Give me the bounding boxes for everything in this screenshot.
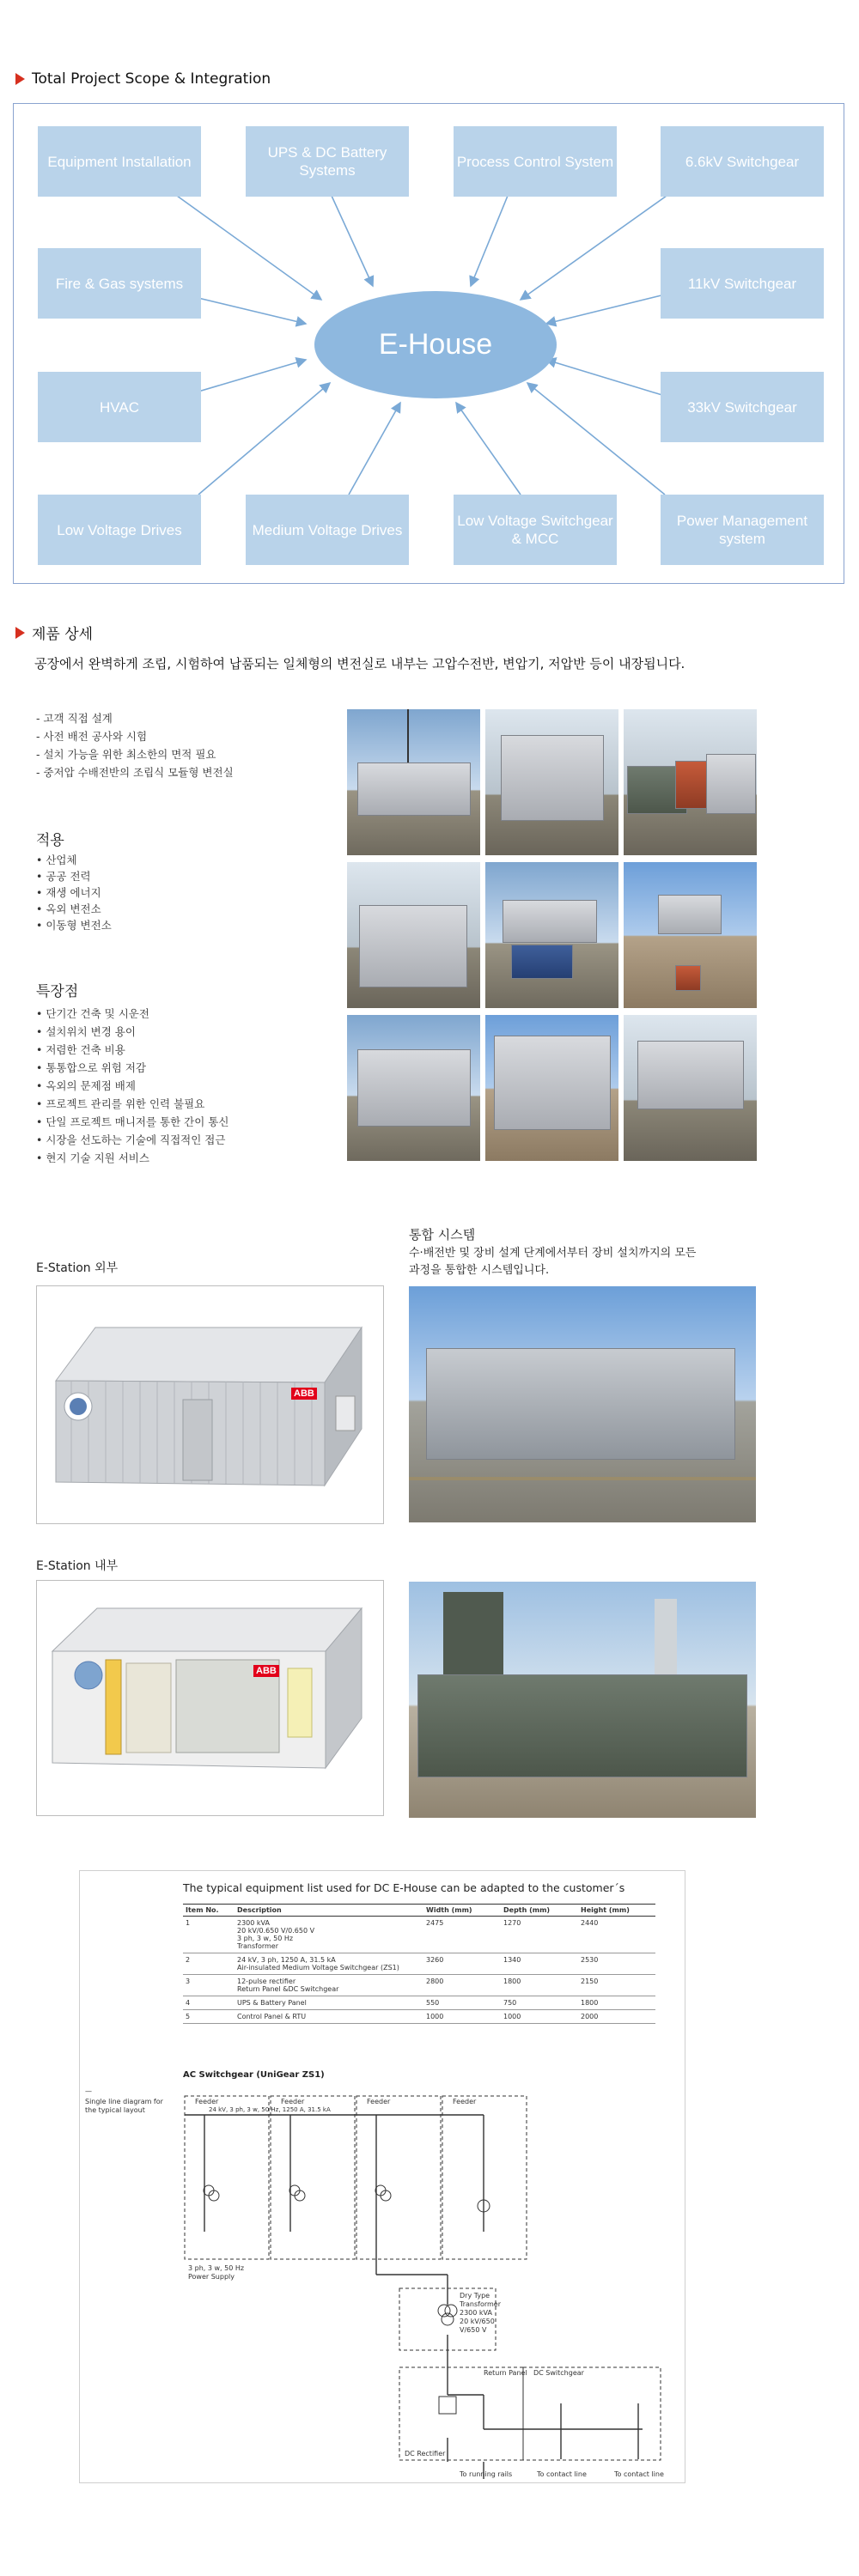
arrow-process (471, 196, 508, 286)
equipment-document (79, 1870, 685, 2483)
photo-transport-truck (485, 862, 618, 1008)
table-row: 5 Control Panel & RTU 1000 1000 2000 (183, 2010, 655, 2024)
to-running-rails: To running rails (460, 2470, 513, 2478)
arrow-ups (332, 196, 373, 286)
exterior-container-drawing (37, 1286, 383, 1523)
integrated-title: 통합 시스템 (409, 1227, 476, 1242)
integrated-desc (409, 1245, 696, 1279)
side-note: Single line diagram for the typical layout (85, 2098, 163, 2114)
integrated-desc-line: 수·배전반 및 장비 설계 단계에서부터 장비 설치까지의 모든 (409, 1247, 697, 1260)
arrow-fire (184, 295, 306, 324)
table-row: 1 2300 kVA 20 kV/0.650 V/0.650 V 3 ph, 3 w, 50 Hz Transformer 2475 1270 2440 (183, 1917, 655, 1953)
apply-list (36, 852, 112, 933)
photo-indoor-equipment (347, 862, 480, 1008)
photo-ehouse-stairs (485, 709, 618, 855)
scope-diagram (13, 103, 844, 584)
col-width: Width (mm) (423, 1905, 501, 1917)
integrated-photo (409, 1286, 756, 1522)
abb-logo: ABB (291, 1388, 317, 1400)
box-hvac: HVAC (38, 372, 201, 442)
box-power-management: Power Management system (661, 495, 824, 565)
feature-item: • 단기간 건축 및 시운전 (36, 1007, 149, 1020)
feeder-label: Feeder (195, 2098, 219, 2105)
single-line-diagram (80, 1871, 685, 2482)
apply-item: • 산업체 (36, 854, 77, 866)
detail-title-text: 제품 상세 (32, 626, 94, 643)
box-lv-switchgear-mcc: Low Voltage Switchgear & MCC (454, 495, 617, 565)
photo-ehouse-roof (485, 1015, 618, 1161)
to-contact-line: To contact line (614, 2470, 664, 2478)
col-description: Description (235, 1905, 423, 1917)
photo-ehouse-elevated (624, 1015, 757, 1161)
interior-image (36, 1580, 384, 1816)
table-row: 2 24 kV, 3 ph, 1250 A, 31.5 kA Air-insulated Medium Voltage Switchgear (ZS1) 3260 1340 2530 (183, 1953, 655, 1975)
photo-grid (347, 709, 758, 1161)
scope-title-text: Total Project Scope & Integration (32, 70, 271, 88)
feeder-label: Feeder (281, 2098, 305, 2105)
to-contact-line: To contact line (537, 2470, 587, 2478)
apply-item: • 이동형 변전소 (36, 919, 112, 932)
apply-heading: 적용 (36, 832, 64, 849)
feature-item: • 통통합으로 위험 저감 (36, 1061, 146, 1074)
integrated-desc-line: 과정을 통합한 시스템입니다. (409, 1264, 550, 1277)
detail-section-title (15, 622, 93, 643)
arrow-lv-drives (198, 383, 330, 495)
return-panel-label: Return Panel (484, 2369, 527, 2377)
box-ups-dc-battery: UPS & DC Battery Systems (246, 126, 409, 197)
box-process-control: Process Control System (454, 126, 617, 197)
photo-crane-site (624, 862, 757, 1008)
apply-item: • 재생 에너지 (36, 886, 101, 899)
bullet-item: - 고객 직접 설계 (36, 712, 113, 725)
feature-item: • 프로젝트 관리를 위한 인력 불필요 (36, 1097, 205, 1110)
power-supply-label: 3 ph, 3 w, 50 Hz Power Supply (188, 2264, 245, 2281)
arrow-hvac (184, 360, 306, 396)
detail-intro: 공장에서 완벽하게 조립, 시험하여 납품되는 일체형의 변전실로 내부는 고압수전반, 변압기, 저압반 등이 내장됩니다. (34, 656, 685, 671)
col-height: Height (mm) (578, 1905, 655, 1917)
dc-rectifier-label: DC Rectifier (405, 2450, 446, 2458)
exterior-label: E-Station 외부 (36, 1261, 119, 1275)
feature-item: • 현지 기술 지원 서비스 (36, 1151, 149, 1164)
bullet-item: - 중저압 수배전반의 조립식 모듈형 변전실 (36, 766, 234, 779)
ehouse-center: E-House (314, 291, 557, 398)
feeder-label: Feeder (453, 2098, 477, 2105)
scope-section-title (15, 70, 271, 88)
exterior-image (36, 1285, 384, 1524)
apply-item: • 옥외 변전소 (36, 902, 101, 915)
feature-item: • 옥외의 문제점 배제 (36, 1079, 136, 1092)
installation-photo (409, 1582, 756, 1818)
arrow-mv-drives (349, 403, 400, 495)
arrow-33kv (546, 360, 665, 396)
box-mv-drives: Medium Voltage Drives (246, 495, 409, 565)
feature-item: • 저렴한 건축 비용 (36, 1043, 125, 1056)
arrow-11kv (546, 295, 665, 324)
feature-list (36, 1005, 228, 1167)
table-row: 4 UPS & Battery Panel 550 750 1800 (183, 1996, 655, 2010)
detail-bullets (36, 709, 234, 781)
doc-heading: The typical equipment list used for DC E-House can be adapted to the customer´s (183, 1881, 625, 1894)
feature-heading: 특장점 (36, 983, 79, 1000)
side-dash: — (85, 2087, 92, 2095)
col-depth: Depth (mm) (501, 1905, 578, 1917)
bullet-item: - 사전 배전 공사와 시험 (36, 730, 148, 743)
box-lv-drives: Low Voltage Drives (38, 495, 201, 565)
feature-item: • 단일 프로젝트 매니저를 통한 간이 통신 (36, 1115, 229, 1128)
table-row: 3 12-pulse rectifier Return Panel &DC Switchgear 2800 1800 2150 (183, 1975, 655, 1996)
feature-item: • 설치위치 변경 용이 (36, 1025, 136, 1038)
col-item-no: Item No. (183, 1905, 235, 1917)
section-bullet-icon (15, 627, 25, 639)
photo-ehouse-yard (624, 709, 757, 855)
box-equipment-installation: Equipment Installation (38, 126, 201, 197)
dc-switchgear-label: DC Switchgear (533, 2369, 584, 2377)
section-bullet-icon (15, 73, 25, 85)
apply-item: • 공공 전력 (36, 870, 91, 883)
interior-container-drawing (37, 1581, 383, 1815)
interior-label: E-Station 내부 (36, 1559, 119, 1573)
photo-crane-lift (347, 709, 480, 855)
feeder-label: Feeder (367, 2098, 391, 2105)
box-66kv-switchgear: 6.6kV Switchgear (661, 126, 824, 197)
box-11kv-switchgear: 11kV Switchgear (661, 248, 824, 319)
bus-label: 24 kV, 3 ph, 3 w, 50 Hz, 1250 A, 31.5 kA (209, 2106, 331, 2113)
diagram-title: AC Switchgear (UniGear ZS1) (183, 2070, 325, 2080)
arrow-66kv (521, 196, 667, 300)
feature-item: • 시장을 선도하는 기술에 직접적인 접근 (36, 1133, 226, 1146)
photo-ehouse-walkway (347, 1015, 480, 1161)
abb-logo: ABB (253, 1665, 279, 1677)
arrow-power-mgmt (527, 383, 665, 495)
transformer-label: Dry Type Transformer 2300 kVA 20 kV/650 V/650 V (460, 2292, 502, 2334)
bullet-item: - 설치 가능을 위한 최소한의 면적 필요 (36, 748, 216, 761)
box-fire-gas: Fire & Gas systems (38, 248, 201, 319)
arrow-lv-switchgear (456, 403, 521, 495)
box-33kv-switchgear: 33kV Switchgear (661, 372, 824, 442)
